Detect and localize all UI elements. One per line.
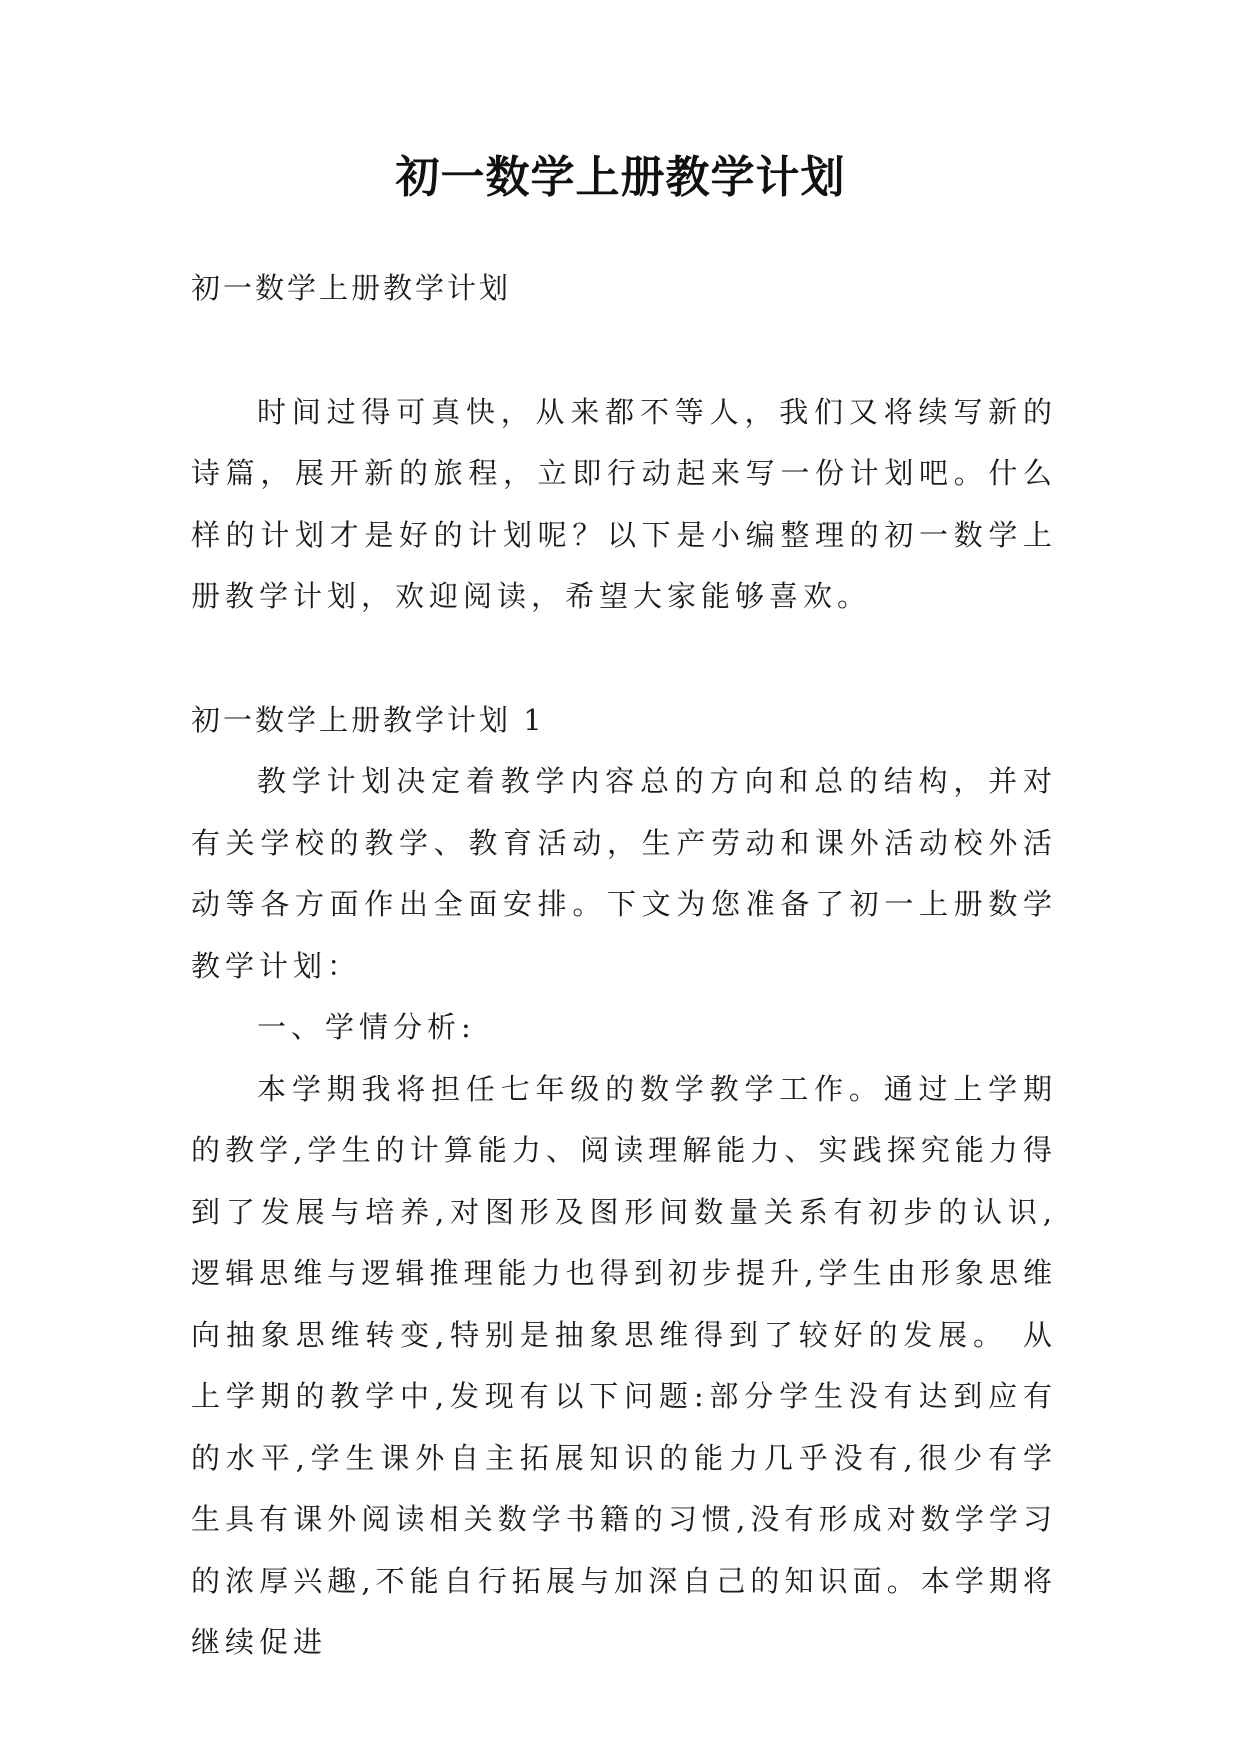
spacer — [191, 628, 1057, 690]
intro-paragraph: 时间过得可真快，从来都不等人，我们又将续写新的诗篇，展开新的旅程，立即行动起来写一份计划吧。什么样的计划才是好的计划呢？以下是小编整理的初一数学上册教学计划，欢迎阅读，希望大家能够喜欢。 — [191, 394, 1057, 613]
part1-body-paragraph: 本学期我将担任七年级的数学教学工作。通过上学期的教学,学生的计算能力、阅读理解能力、实践探究能力得到了发展与培养,对图形及图形间数量关系有初步的认识,逻辑思维与逻辑推理能力也得到初步提升,学生由形象思维向抽象思维转变,特别是抽象思维得到了较好的发展。 从上学期的教学中,发现有以下问题:部分学生没有达到应有的水平,学生课外自主拓展知识的能力几乎没有,很少有学生具有课外阅读相关数学书籍的习惯,没有形成对数学学习的浓厚兴趣,不能自行拓展与加深自己的知识面。本学期将继续促进 — [191, 1071, 1057, 1659]
section-intro-paragraph: 教学计划决定着教学内容总的方向和总的结构，并对有关学校的教学、教育活动，生产劳动和课外活动校外活动等各方面作出全面安排。下文为您准备了初一上册数学教学计划： — [191, 764, 1057, 983]
part1-heading: 一、学情分析: — [257, 1010, 476, 1044]
spacer — [191, 320, 1057, 382]
document-title: 初一数学上册教学计划 — [395, 152, 846, 203]
document-body — [191, 258, 1057, 1674]
document-subtitle: 初一数学上册教学计划 — [191, 271, 512, 305]
section-heading: 初一数学上册教学计划 1 — [191, 702, 545, 737]
